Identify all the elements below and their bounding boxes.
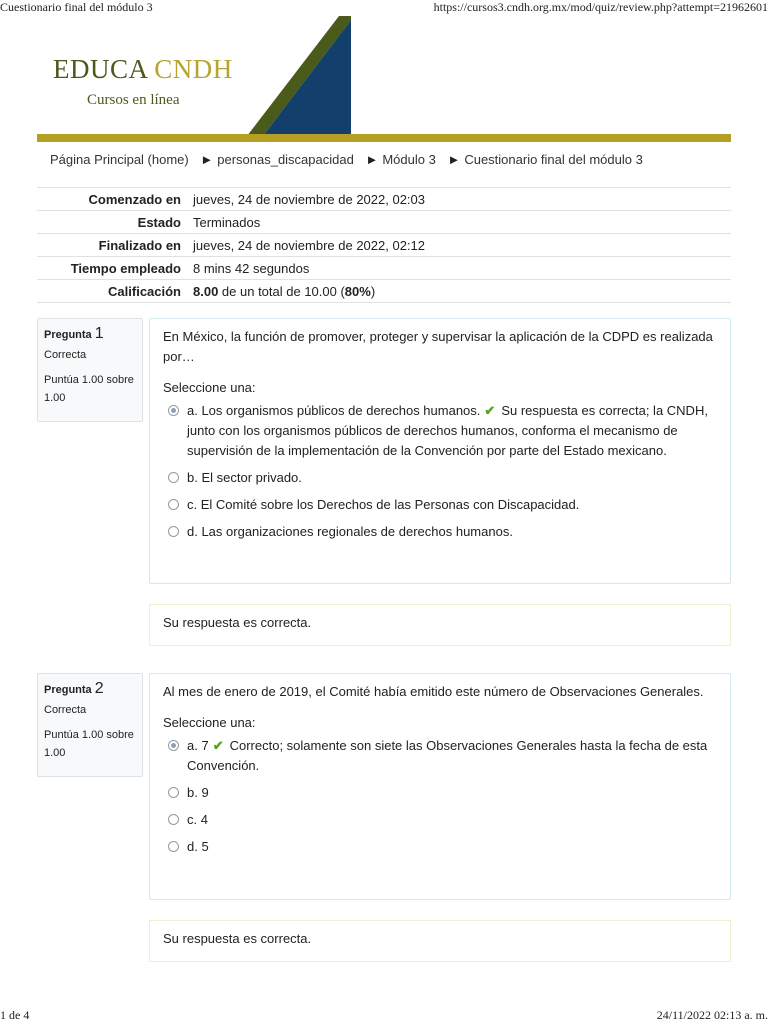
radio-button[interactable] [168,526,179,537]
summary-row-time [37,257,731,280]
header-triangle-graphic [247,16,351,136]
radio-button[interactable] [168,472,179,483]
started-value: jueves, 24 de noviembre de 2022, 02:03 [187,188,731,211]
breadcrumb-separator: ► [447,152,461,167]
answer-text: d. 5 [187,839,209,854]
answer-option-d[interactable] [163,522,716,542]
select-prompt: Seleccione una: [163,380,256,395]
finished-value: jueves, 24 de noviembre de 2022, 02:12 [187,234,731,257]
state-value: Terminados [187,211,731,234]
finished-label: Finalizado en [37,234,187,257]
answer-text: b. El sector privado. [187,470,302,485]
question-content-2 [149,673,731,900]
question-label: Pregunta [44,684,92,696]
breadcrumb-quiz[interactable]: Cuestionario final del módulo 3 [464,152,643,167]
answer-option-b[interactable] [163,468,716,488]
summary-row-grade [37,280,731,303]
print-timestamp: 24/11/2022 02:13 a. m. [656,1008,768,1022]
attempt-summary-table [37,187,731,303]
answer-option-b[interactable] [163,783,716,803]
summary-row-started [37,188,731,211]
summary-row-finished [37,234,731,257]
answer-option-c[interactable] [163,810,716,830]
site-subtitle: Cursos en línea [87,92,180,108]
question-info-1 [37,318,143,422]
grade-value [187,280,731,303]
grade-label: Calificación [37,280,187,303]
breadcrumb-separator: ► [200,152,214,167]
radio-button[interactable] [168,499,179,510]
answer-text: c. El Comité sobre los Derechos de las Personas con Discapacidad. [187,497,580,512]
breadcrumb-course[interactable]: personas_discapacidad [217,152,354,167]
general-feedback-1: Su respuesta es correcta. [149,604,731,646]
breadcrumb-home[interactable]: Página Principal (home) [50,152,189,167]
question-content-1 [149,318,731,584]
time-label: Tiempo empleado [37,257,187,280]
print-url: https://cursos3.cndh.org.mx/mod/quiz/review.php?attempt=21962601 [433,0,768,14]
question-state: Correcta [44,349,87,361]
general-feedback-2: Su respuesta es correcta. [149,920,731,962]
print-header [0,0,768,16]
question-number: 2 [94,680,104,697]
answer-text: d. Las organizaciones regionales de derechos humanos. [187,524,513,539]
question-number: 1 [94,325,104,342]
answer-feedback: Su respuesta es correcta; la CNDH, junto con los organismos públicos de derechos humanos, conforma el mecanismo de supervisión de la implementación de la Convención por parte del Estado mexicano. [187,403,708,458]
print-page-title: Cuestionario final del módulo 3 [0,0,153,14]
question-grade: Puntúa 1.00 sobre 1.00 [44,729,134,759]
answer-text: a. 7 [187,738,209,753]
breadcrumb-module[interactable]: Módulo 3 [382,152,436,167]
grade-mid: de un total de 10.00 ( [218,283,345,299]
radio-button[interactable] [168,787,179,798]
site-header [37,16,731,142]
correct-check-icon: ✔ [212,738,224,753]
header-gold-bar [37,134,731,142]
select-prompt: Seleccione una: [163,715,256,730]
answer-option-d[interactable] [163,837,716,857]
grade-percent: 80% [344,283,371,299]
question-label: Pregunta [44,329,92,341]
question-info-2 [37,673,143,777]
radio-button[interactable] [168,841,179,852]
answer-option-a[interactable] [163,736,716,776]
summary-row-state [37,211,731,234]
time-value: 8 mins 42 segundos [187,257,731,280]
answer-feedback: Correcto; solamente son siete las Observaciones Generales hasta la fecha de esta Convención. [187,738,708,773]
print-page-number: 1 de 4 [0,1008,30,1022]
site-logo[interactable] [53,54,233,85]
breadcrumb-separator: ► [365,152,379,167]
breadcrumb [50,152,643,167]
answer-text: a. Los organismos públicos de derechos humanos. [187,403,481,418]
logo-text-cndh: CNDH [154,54,233,84]
correct-check-icon: ✔ [484,403,496,418]
radio-button-selected[interactable] [168,405,179,416]
state-label: Estado [37,211,187,234]
question-state: Correcta [44,704,87,716]
question-text: Al mes de enero de 2019, el Comité había emitido este número de Observaciones Generales. [163,684,704,699]
grade-end: ) [370,283,376,299]
question-grade: Puntúa 1.00 sobre 1.00 [44,374,134,404]
print-footer [0,1008,768,1024]
started-label: Comenzado en [37,188,187,211]
radio-button-selected[interactable] [168,740,179,751]
answer-option-c[interactable] [163,495,716,515]
grade-score: 8.00 [193,283,219,299]
answer-text: b. 9 [187,785,209,800]
logo-text-educa: EDUCA [53,54,148,84]
answer-option-a[interactable] [163,401,716,461]
question-text: En México, la función de promover, proteger y supervisar la aplicación de la CDPD es realizada por… [163,329,713,364]
radio-button[interactable] [168,814,179,825]
answer-text: c. 4 [187,812,208,827]
